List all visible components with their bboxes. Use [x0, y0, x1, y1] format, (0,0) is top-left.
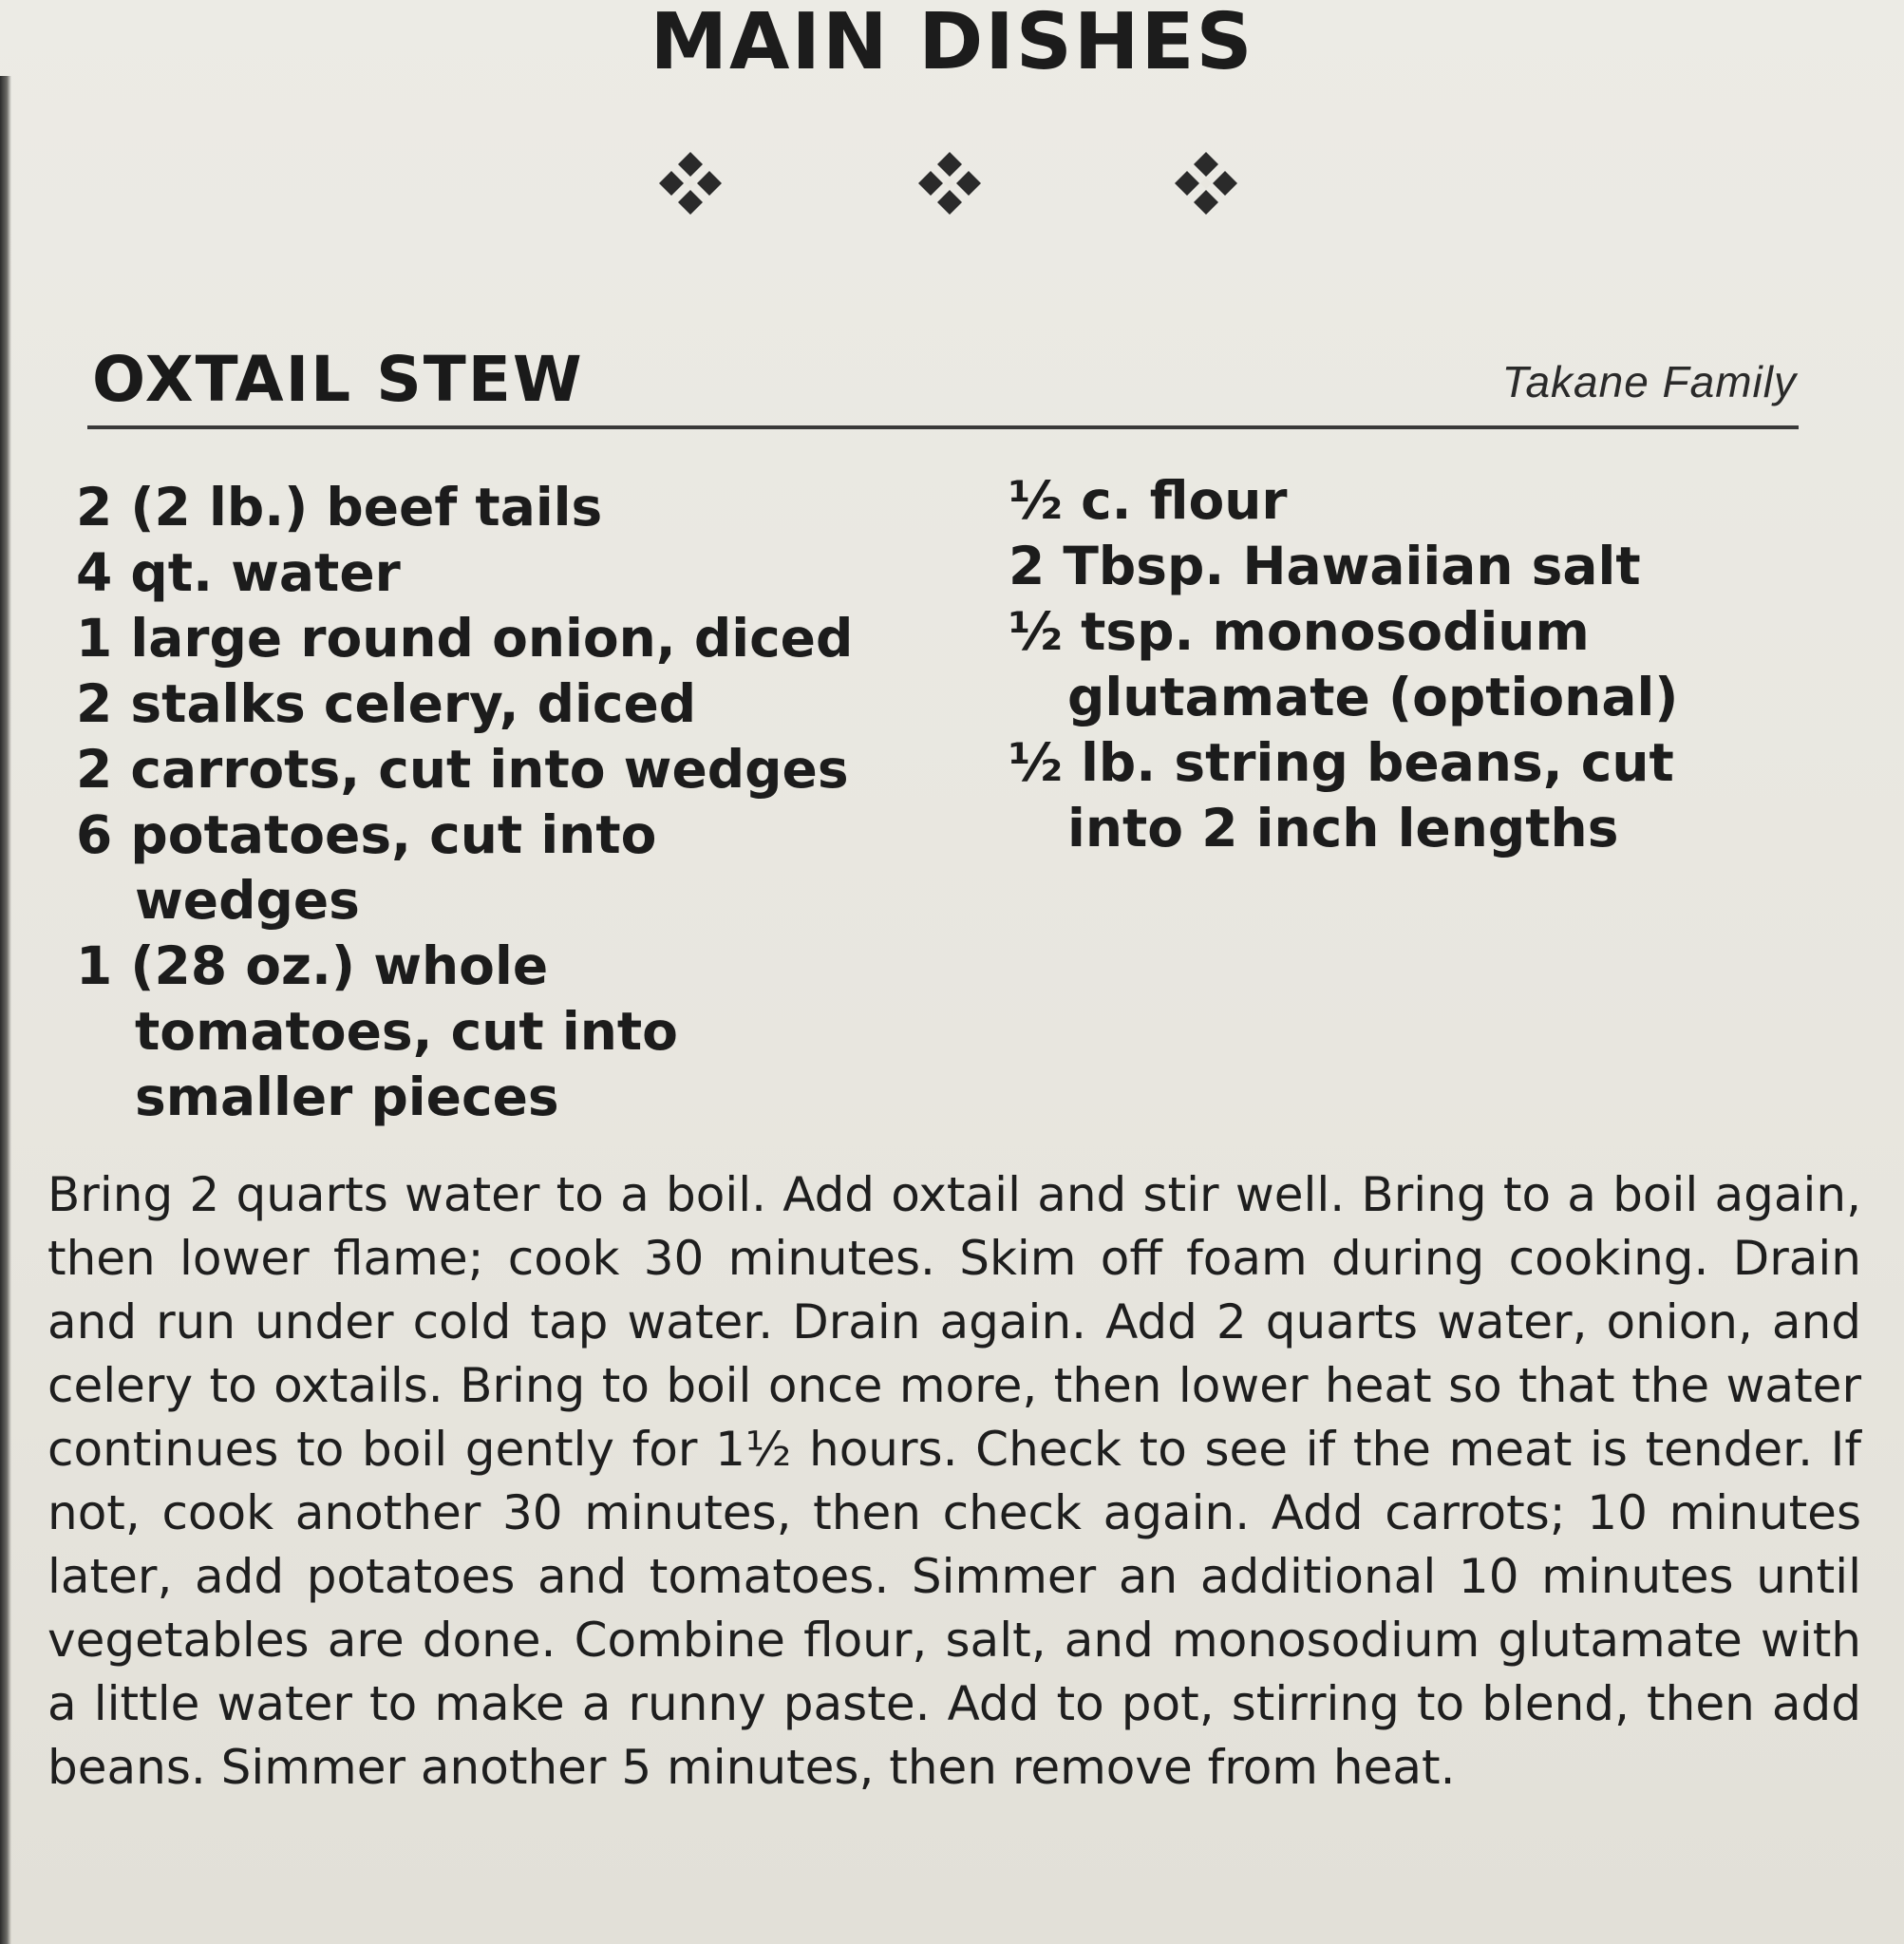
page-edge-shadow — [0, 76, 11, 1944]
ingredient-item: 6 potatoes, cut into wedges — [76, 804, 657, 931]
recipe-credit: Takane Family — [1501, 357, 1797, 406]
ingredient-item: 2 Tbsp. Hawaiian salt — [1009, 536, 1641, 596]
ingredient-item: 2 (2 lb.) beef tails — [76, 477, 603, 538]
ornament-icon — [1173, 150, 1239, 217]
section-title: MAIN DISHES — [650, 0, 1254, 87]
ingredient-item: 1 large round onion, diced — [76, 608, 854, 669]
ingredient-item: ½ c. flour — [1009, 470, 1288, 531]
ingredient-item: ½ tsp. monosodium glutamate (optional) — [1009, 601, 1679, 727]
recipe-header — [87, 337, 1797, 432]
ingredient-item: 1 (28 oz.) whole tomatoes, cut into smaller pieces — [76, 935, 678, 1127]
recipe-title: OXTAIL STEW — [92, 343, 584, 416]
ingredients-left-column — [76, 475, 988, 1130]
title-rule — [87, 425, 1799, 429]
ornament-row — [0, 150, 1904, 217]
ingredient-item: ½ lb. string beans, cut into 2 inch lengths — [1009, 732, 1674, 859]
ingredient-item: 2 stalks celery, diced — [76, 673, 697, 734]
ingredients-right-column — [1009, 468, 1863, 861]
ornament-icon — [657, 150, 724, 217]
recipe-instructions: Bring 2 quarts water to a boil. Add oxtail and stir well. Bring to a boil again, then lower flame; cook 30 minutes. Skim off foam during cooking. Drain and run under cold tap water. Drain again. Add 2 quarts water, onion, and celery to oxtails. Bring to boil once more, then lower heat so that the water continues to boil gently for 1½ hours. Check to see if the meat is tender. If not, cook another 30 minutes, then check again. Add carrots; 10 minutes later, add potatoes and tomatoes. Simmer an additional 10 minutes until vegetables are done. Combine flour, salt, and monosodium glutamate with a little water to make a runny paste. Add to pot, stirring to blend, then add beans. Simmer another 5 minutes, then remove from heat. — [47, 1167, 1861, 1795]
ornament-icon — [916, 150, 983, 217]
ingredient-item: 4 qt. water — [76, 542, 401, 603]
ingredient-item: 2 carrots, cut into wedges — [76, 739, 849, 800]
